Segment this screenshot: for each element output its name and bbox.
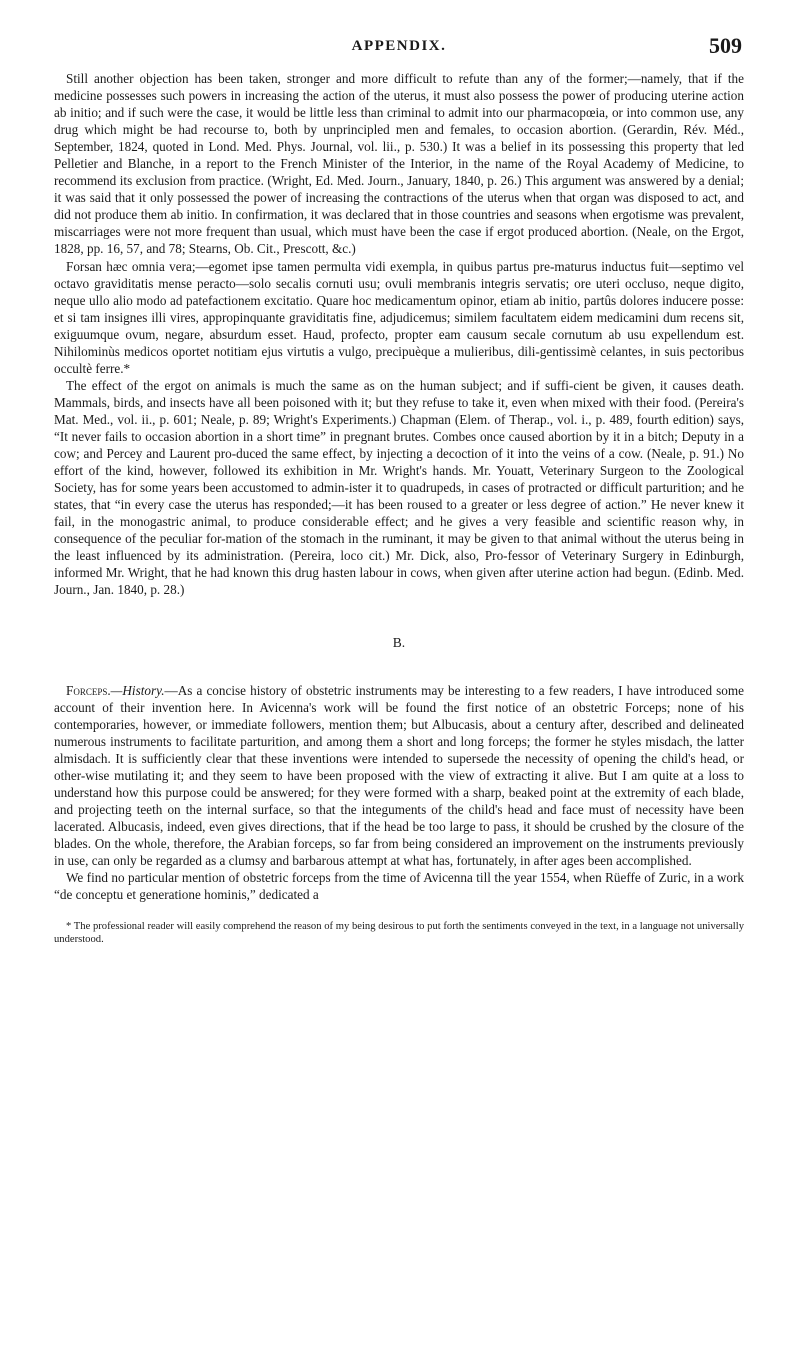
running-header: [54, 0, 744, 62]
page-number: 509: [709, 33, 742, 58]
paragraph-latin-passage: Forsan hæc omnia vera;—egomet ipse tamen permulta vidi exempla, in quibus partus pre-maturus inductus fuit—septimo vel octavo graviditatis mense peracto—solo secalis cornuti usu; ovuli membranis integris servatis; ore uteri occluso, neque digito, neque ullo alio modo ad patefactionem excitatio. Quare hoc medicamentum opinor, etiam ab initio, partûs dolores inducere posse: et si tam insignes illi vires, appropinquante graviditatis fine, adjudicemus; similem facultatem eidem medicamini dum recens sit, exiguumque ovum, negare, absurdum esset. Haud, profecto, propter eam causum secale cornutum ab usu expellendum est. Nihilominùs medicos oportet notitiam ejus virtutis a vulgo, precipuèque a mulieribus, dili-gentissimè celantes, in suis pectoribus occultè ferre.*: [54, 258, 744, 376]
forceps-subhead: —History.: [110, 682, 165, 698]
footnote: [54, 920, 744, 946]
paragraph-ergot-animals: The effect of the ergot on animals is much the same as on the human subject; and if suffi-cient be given, it causes death. Mammals, birds, and insects have all been poisoned with it; but they refuse to take it, even when mixed with their food. (Pereira's Mat. Med., vol. ii., p. 601; Neale, p. 89; Wright's Experiments.) Chapman (Elem. of Therap., vol. i., p. 489, fourth edition) says, “It never fails to occasion abortion in a short time” in pregnant brutes. Combes once caused abortion by it in a bitch; Deputy in a cow; and Percey and Laurent pro-duced the same effect, by injecting a decoction of it into the veins of a cow. (Neale, p. 91.) No effort of the kind, however, followed its exhibition in Mr. Wright's hands. Mr. Youatt, Veterinary Surgeon to the Zoological Society, has for some years been accustomed to admin-ister it to quadrupeds, in cases of protracted or difficult parturition; and he states, that “in every case the uterus has responded;—it has been roused to a greater or less degree of action.” He never knew it fail, in the monogastric animal, to produce considerable effect; and he gives a very feasible and scientific reason why, in consequence of the peculiar for-mation of the stomach in the ruminant, it may be given to that animal without the uterus being in the least influenced by its administration. (Pereira, loco cit.) Mr. Dick, also, Pro-fessor of Veterinary Surgery in Edinburgh, informed Mr. Wright, that he had known this drug hasten labour in cows, when given after uterine action had begun. (Edinb. Med. Journ., Jan. 1840, p. 28.): [54, 377, 744, 598]
paragraph-forceps-final: We find no particular mention of obstetric forceps from the time of Avicenna till the year 1554, when Rüeffe of Zuric, in a work “de conceptu et generatione hominis,” dedicated a: [54, 870, 744, 903]
paragraph-forceps-history: [54, 682, 744, 870]
forceps-lead: Forceps.: [66, 682, 111, 698]
forceps-text: —As a concise history of obstetric instruments may be interesting to a few readers, I have introduced some account of their invention here. In Avicenna's work will be found the first notice of an obstetric Forceps; none of his contemporaries, however, or immediate followers, mention them; but Albucasis, about a century after, described and delineated numerous instruments to facilitate parturition, and among them a short and long forceps; the former he styles misdach, the latter almisdach. It is sufficiently clear that these inventions were intended to supersede the necessity of opening the child's head, or other-wise mutilating it; and they seem to have been proposed with the view of extracting it alive. But I am quite at a loss to understand how this purpose could be answered; for they were formed with a sharp, beaked point at the extremity of each blade, and projecting teeth on the internal surface, so that the integuments of the child's head and face must of necessity have been lacerated. Albucasis, indeed, even gives directions, that if the head be too large to pass, it should be crushed by the closure of the blades. On the whole, therefore, the Arabian forceps, so far from being considered an improvement on the instruments previously in use, can only be regarded as a clumsy and barbarous attempt at what has, fortunately, in after ages been accomplished.: [54, 682, 744, 868]
running-title: APPENDIX.: [351, 38, 447, 54]
paragraph-ergot-objection: Still another objection has been taken, stronger and more difficult to refute than any of the former;—namely, that if the medicine possesses such powers in increasing the action of the uterus, it must also possess the power of producing uterine action ab initio; and if such were the case, it would be little less than criminal to admit into our pharmacopœia, or into common use, any drug which might be had recourse to, both by unprincipled men and females, to occasion abortion. (Gerardin, Rév. Méd., September, 1824, quoted in Lond. Med. Phys. Journal, vol. lii., p. 530.) It was a belief in its possessing this property that led Pelletier and Blanche, in a report to the French Minister of the Interior, in the name of the Royal Academy of Medicine, to recommend its exclusion from practice. (Wright, Ed. Med. Journ., January, 1840, p. 26.) This argument was answered by a denial; it was said that it only possessed the power of increasing the contractions of the uterus when that organ was disposed to act, and did not produce them ab initio. In confirmation, it was declared that in those countries and seasons when ergotisme was prevalent, miscarriages were not more frequent than usual, which must have been the case if ergot produced abortion. (Neale, on the Ergot, 1828, pp. 16, 57, and 78; Stearns, Ob. Cit., Prescott, &c.): [54, 71, 744, 257]
footnote-text: * The professional reader will easily comprehend the reason of my being desirous to put forth the sentiments conveyed in the text, in a language not universally understood.: [54, 921, 744, 946]
section-heading-b: B.: [392, 635, 406, 651]
main-text: [54, 70, 744, 903]
